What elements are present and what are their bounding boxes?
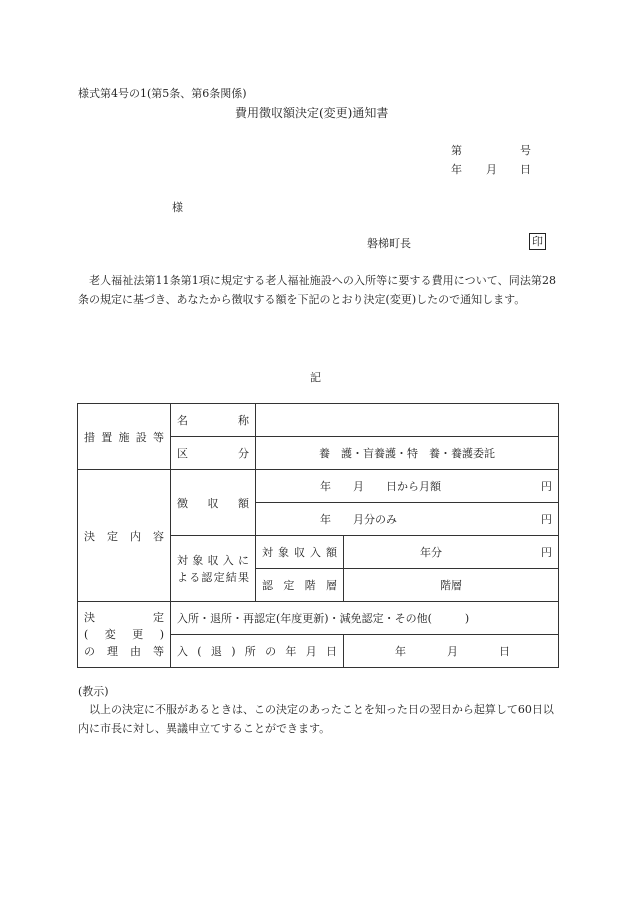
reason-label-cell	[78, 602, 171, 668]
income-amount-value: 年分	[420, 546, 442, 559]
reason-options: 入所・退所・再認定(年度更新)・減免認定・その他( )	[171, 602, 559, 635]
only-amount-cell[interactable]	[256, 503, 559, 536]
category-label: 区分	[177, 447, 249, 460]
notice-text: 以上の決定に不服があるときは、この決定のあったことを知った日の翌日から起算して60日以内に市長に対し、異議申立てすることができます。	[78, 703, 554, 735]
facility-group-cell	[78, 404, 171, 470]
ki-heading: 記	[310, 371, 321, 384]
entry-date-label-cell	[171, 635, 344, 668]
income-label-cell	[171, 536, 256, 602]
recipient-suffix: 様	[172, 201, 183, 214]
collection-label: 徴収額	[177, 496, 249, 510]
decision-group-label: 決定内容	[84, 529, 164, 543]
reason-label-line2: (変更)	[84, 628, 164, 641]
form-id: 様式第4号の1(第5条、第6条関係)	[78, 87, 247, 100]
entry-date-day: 日	[499, 645, 510, 658]
name-label: 名称	[177, 414, 249, 427]
income-amount-label: 対象収入額	[262, 546, 337, 559]
number-suffix: 号	[520, 144, 531, 157]
income-label-line2: よる認定結果	[177, 570, 249, 584]
decision-table	[77, 403, 559, 668]
document-title: 費用徴収額決定(変更)通知書	[235, 106, 389, 120]
income-amount-label-cell	[256, 536, 344, 569]
income-amount-cell[interactable]	[344, 536, 559, 569]
body-paragraph: 老人福祉法第11条第1項に規定する老人福祉施設への入所等に要する費用について、同法第28条の規定に基づき、あなたから徴収する額を下記のとおり決定(変更)したので通知します。	[78, 274, 556, 306]
entry-date-cell[interactable]	[344, 635, 559, 668]
seal-mark: 印	[529, 233, 546, 250]
date-year: 年	[451, 163, 462, 176]
decision-group-cell	[78, 470, 171, 602]
monthly-amount-cell[interactable]	[256, 470, 559, 503]
category-value: 養 護・盲養護・特 養・養護委託	[256, 437, 559, 470]
date-month: 月	[486, 163, 497, 176]
monthly-text: 年 月 日から月額	[320, 480, 441, 493]
category-label-cell	[171, 437, 256, 470]
level-value: 階層	[344, 569, 559, 602]
facility-group-label: 措置施設等	[84, 430, 164, 444]
entry-date-month: 月	[447, 645, 458, 658]
only-text: 年 月分のみ	[320, 513, 397, 526]
only-unit: 円	[541, 513, 552, 526]
monthly-unit: 円	[541, 480, 552, 493]
notice-heading: (教示)	[78, 685, 109, 698]
collection-label-cell	[171, 470, 256, 536]
reason-label-line3: の理由等	[84, 645, 164, 658]
reason-label-line1: 決定	[84, 611, 164, 624]
number-prefix: 第	[451, 144, 462, 157]
level-label-cell	[256, 569, 344, 602]
income-label-line1: 対象収入に	[177, 553, 249, 567]
level-label: 認定階層	[262, 579, 337, 592]
entry-date-label: 入(退)所の年月日	[177, 645, 337, 658]
entry-date-year: 年	[395, 645, 406, 658]
name-value-cell[interactable]	[256, 404, 559, 437]
issuer: 磐梯町長	[367, 237, 411, 250]
date-day: 日	[520, 163, 531, 176]
name-label-cell	[171, 404, 256, 437]
income-amount-unit: 円	[541, 546, 552, 559]
